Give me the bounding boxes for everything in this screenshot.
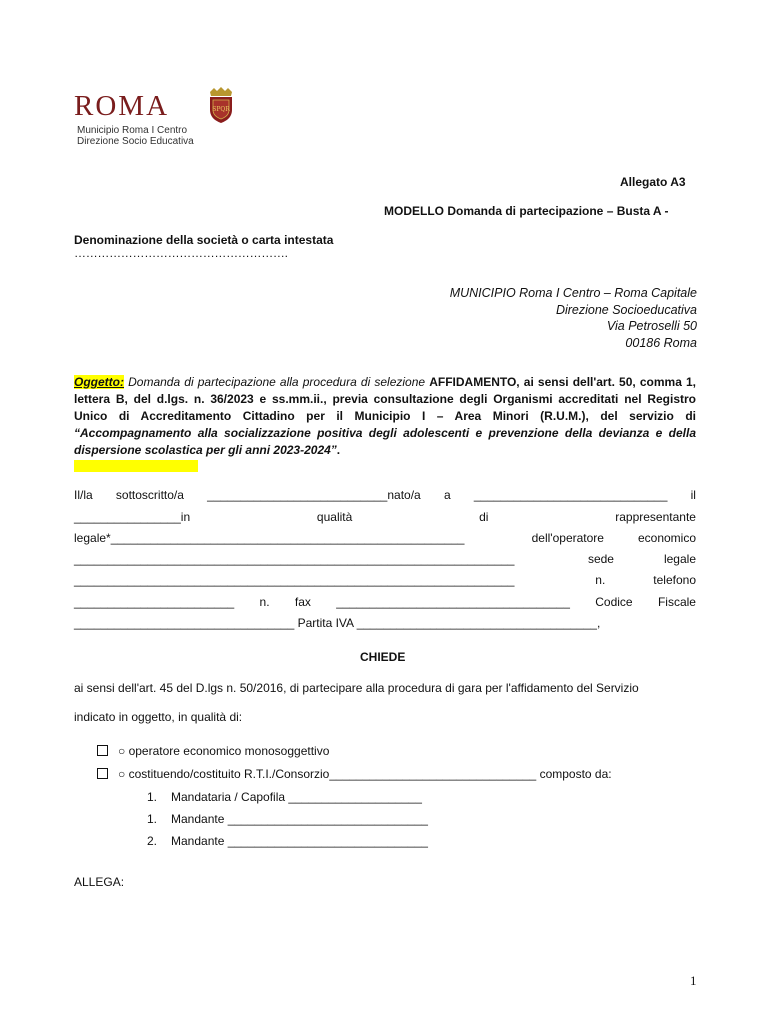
form-cell: Il/la	[74, 488, 93, 502]
recipient-address	[450, 285, 697, 351]
form-row-5	[74, 573, 696, 587]
oggetto-bold-text: AFFIDAMENTO, ai sensi dell'art. 50, comma 1, lettera B, del d.lgs. n. 36/2023 e ss.mm.ii., previa consultazione degli Organismi accreditati nel Registro Unico di Accreditamento Cittadino per il Municipio I – Area Minori (R.U.M.), del servizio di	[74, 375, 697, 423]
name-field[interactable]: ___________________________nato/a	[207, 488, 421, 502]
form-row-2	[74, 510, 696, 524]
recipient-line: 00186 Roma	[625, 335, 697, 350]
legal-rep-field[interactable]: legale*_____________________________________________________	[74, 531, 465, 545]
form-cell: rappresentante	[615, 510, 696, 524]
form-cell: qualità	[316, 510, 353, 524]
member-number: 2.	[147, 834, 158, 848]
form-row-3	[74, 531, 696, 545]
request-paragraph-line2: indicato in oggetto, in qualità di:	[74, 710, 243, 724]
form-cell: telefono	[653, 573, 696, 587]
roma-crest-icon	[206, 86, 236, 124]
roma-logo-text: ROMA	[74, 90, 170, 122]
member-text: Mandataria / Capofila ____________________	[171, 790, 422, 804]
chiede-heading: CHIEDE	[360, 650, 406, 664]
phone-field[interactable]: ________________________	[74, 595, 235, 609]
form-row-1	[74, 488, 696, 502]
member-number: 1.	[147, 790, 158, 804]
form-cell: il	[690, 488, 696, 502]
form-cell: legale	[663, 552, 696, 566]
fiscal-code-vat-field[interactable]: _________________________________ Partita IVA ____________________________________,	[74, 616, 601, 630]
oggetto-label: Oggetto:	[74, 375, 124, 389]
form-cell: a	[443, 488, 451, 502]
recipient-line: MUNICIPIO Roma I Centro – Roma Capitale	[449, 286, 697, 300]
form-cell: dell'operatore	[531, 531, 604, 545]
form-cell: di	[479, 510, 489, 524]
address-field[interactable]: __________________________________________________________________	[74, 573, 515, 587]
form-cell: fax	[294, 595, 311, 609]
recipient-line: Via Petroselli 50	[606, 319, 697, 333]
denominazione-label: Denominazione della società o carta intestata	[74, 233, 334, 247]
header-direzione: Direzione Socio Educativa	[77, 136, 194, 147]
header-municipio: Municipio Roma I Centro	[77, 125, 188, 136]
checkbox-icon[interactable]	[97, 768, 108, 779]
operator-field[interactable]: __________________________________________________________________	[74, 552, 515, 566]
highlight-bar	[74, 460, 198, 472]
birthdate-field[interactable]: ________________in	[74, 510, 191, 524]
svg-text:SPQR: SPQR	[212, 106, 230, 113]
form-cell: sede	[587, 552, 614, 566]
oggetto-service-title: “Accompagnamento alla socializzazione positiva degli adolescenti e prevenzione della devianza e della dispersione scolastica per gli anni 2023-2024”	[74, 426, 696, 457]
member-number: 1.	[147, 812, 158, 826]
member-text: Mandante ______________________________	[171, 834, 428, 848]
denominazione-dots: ……………………………………………….	[74, 246, 288, 260]
form-cell: economico	[637, 531, 696, 545]
option-label: ○ operatore economico monosoggettivo	[118, 744, 330, 758]
allega-label: ALLEGA:	[74, 875, 125, 889]
form-cell: Fiscale	[657, 595, 696, 609]
form-cell: n.	[259, 595, 270, 609]
form-cell: Codice	[595, 595, 633, 609]
oggetto-end: .	[336, 443, 341, 457]
checkbox-icon[interactable]	[97, 745, 108, 756]
oggetto-paragraph	[74, 374, 696, 459]
modello-title: MODELLO Domanda di partecipazione – Busta A -	[384, 204, 669, 218]
option-label: ○ costituendo/costituito R.T.I./Consorzio_______________________________ composto da:	[118, 767, 612, 781]
member-item[interactable]	[147, 834, 428, 848]
form-row-4	[74, 552, 696, 566]
option-rti-consorzio[interactable]	[97, 767, 612, 781]
page-number: 1	[690, 973, 697, 988]
member-item[interactable]	[147, 812, 428, 826]
birthplace-field[interactable]: _____________________________	[473, 488, 668, 502]
fax-field[interactable]: ___________________________________	[336, 595, 570, 609]
option-monosoggettivo[interactable]	[97, 744, 329, 758]
member-item[interactable]	[147, 790, 422, 804]
request-paragraph-line1: ai sensi dell'art. 45 del D.lgs n. 50/2016, di partecipare alla procedura di gara per l'affidamento del Servizio	[74, 681, 639, 695]
member-text: Mandante ______________________________	[171, 812, 428, 826]
recipient-line: Direzione Socioeducativa	[555, 302, 697, 317]
form-cell: n.	[595, 573, 606, 587]
form-row-6	[74, 595, 696, 609]
form-cell: sottoscritto/a	[115, 488, 184, 502]
allegato-label: Allegato A3	[620, 175, 686, 189]
oggetto-italic-text: Domanda di partecipazione alla procedura di selezione	[124, 375, 430, 389]
